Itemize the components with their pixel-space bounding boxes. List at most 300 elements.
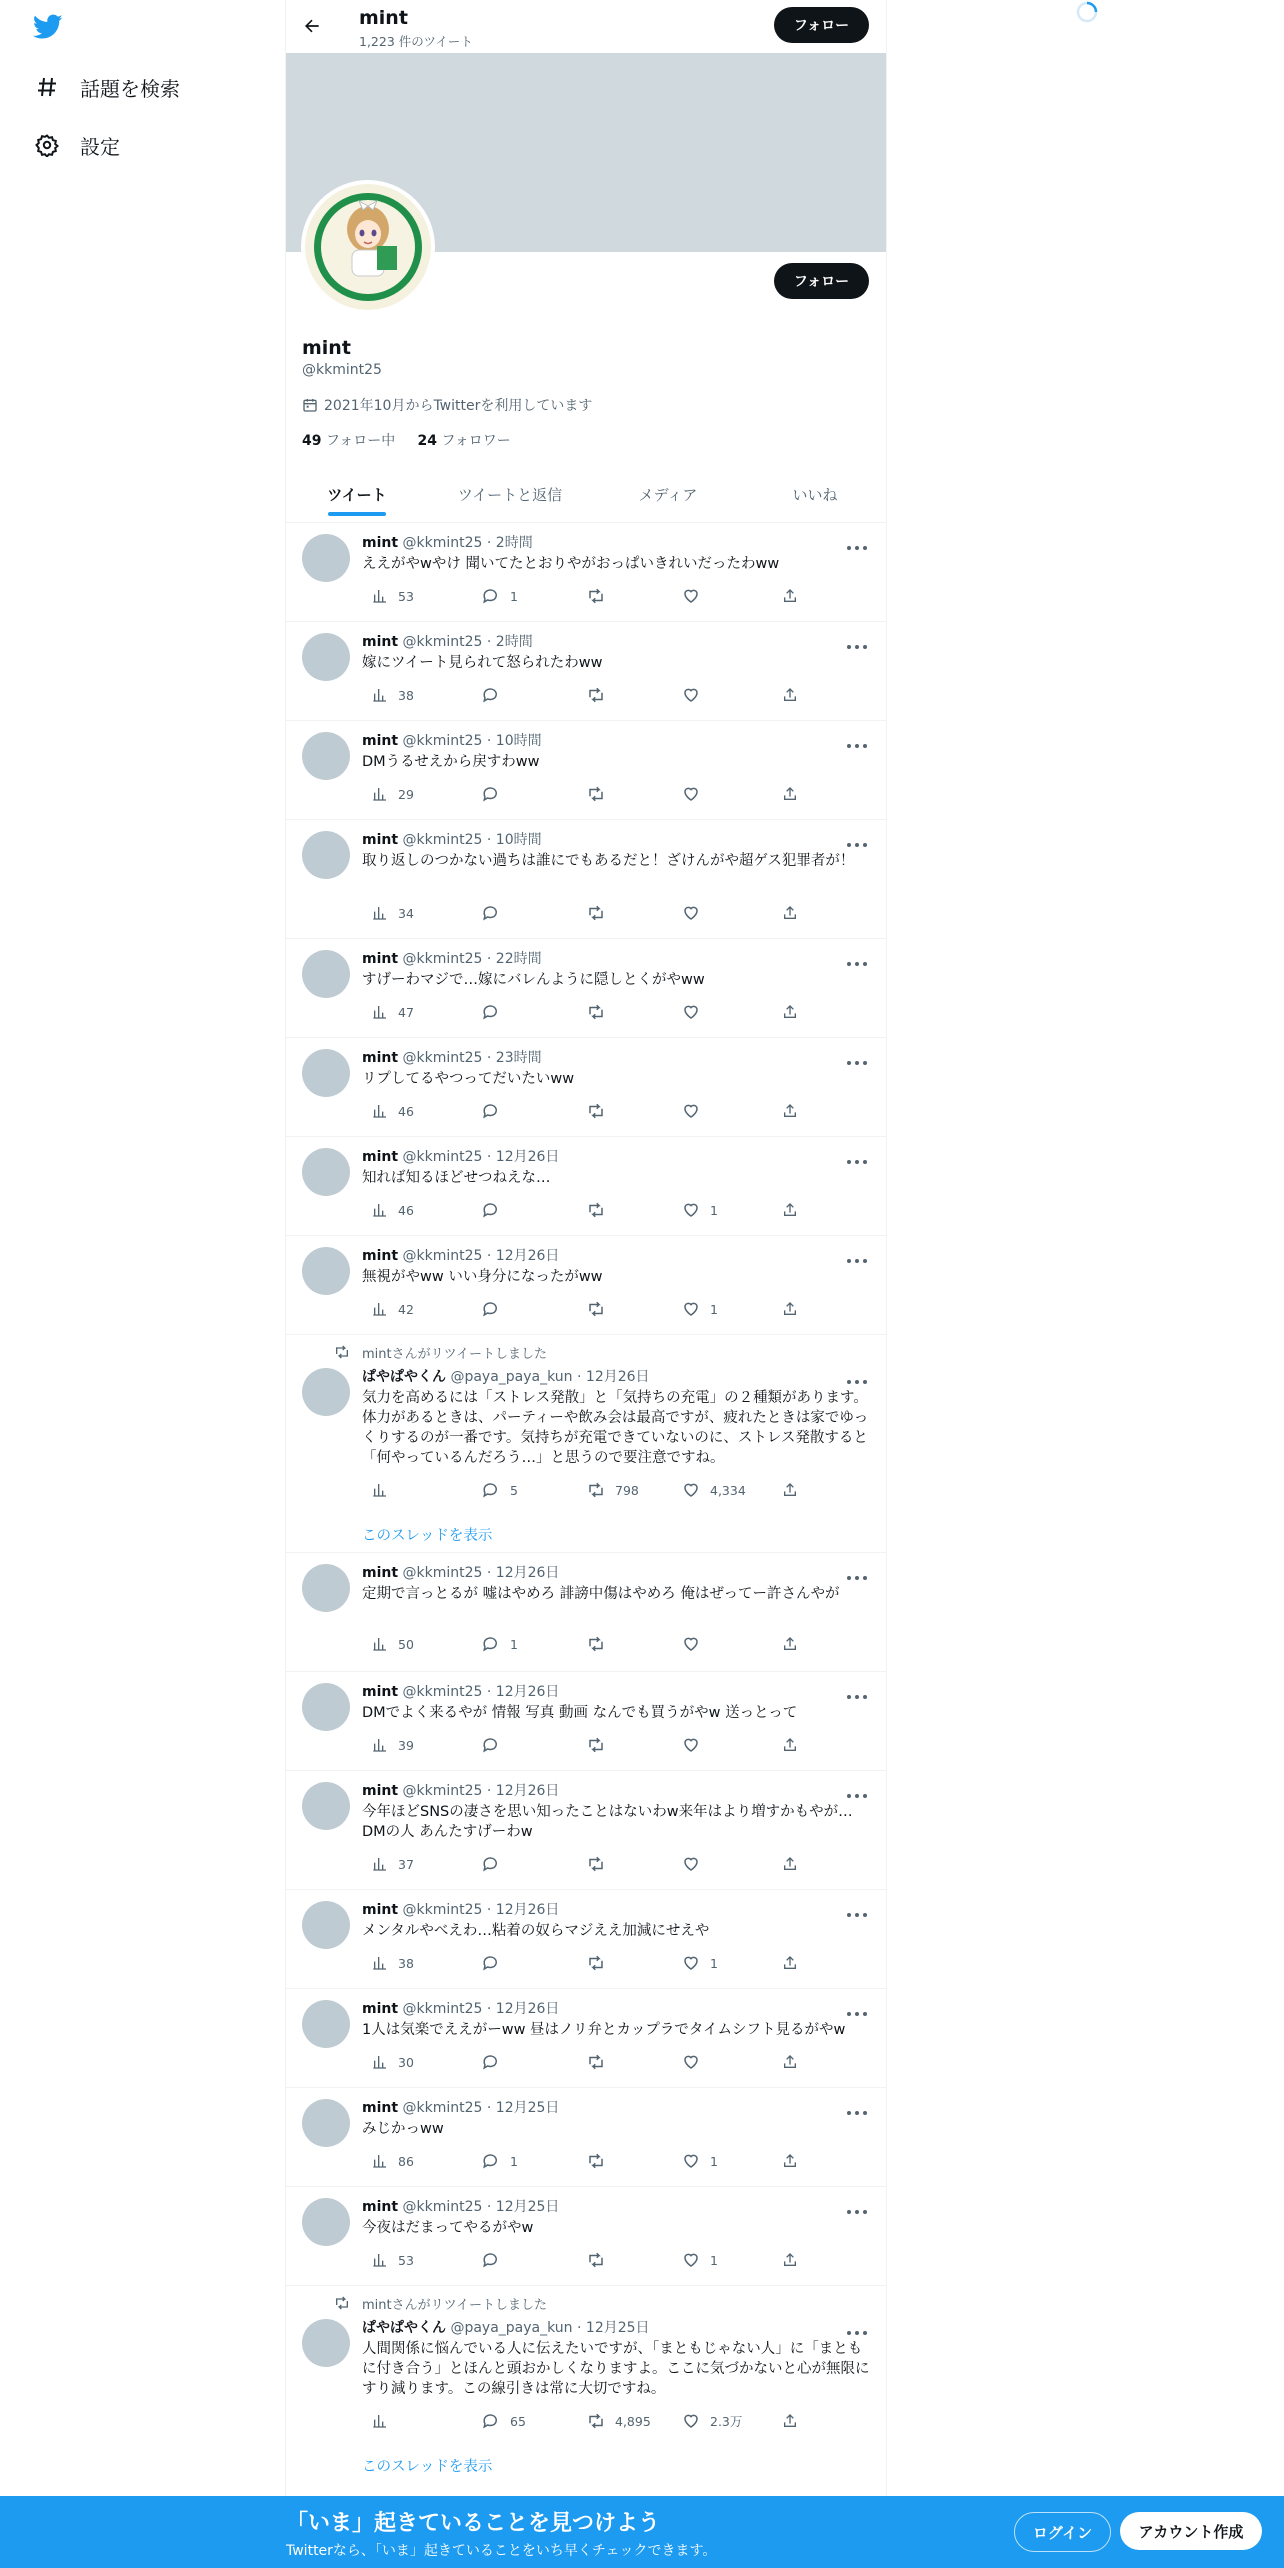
tweet-author-name[interactable]: mint — [362, 951, 399, 967]
reply-icon — [482, 1481, 500, 1499]
tweet-timestamp[interactable]: 12月26日 — [495, 1149, 560, 1165]
reply-count: 1 — [510, 1636, 518, 1652]
like-button[interactable] — [672, 2052, 700, 2072]
share-icon — [782, 1856, 798, 1872]
tweet-author-handle[interactable]: @kkmint25 — [402, 832, 483, 848]
followers-count: 24 — [417, 433, 437, 449]
like-icon — [682, 1954, 700, 1972]
tweet-author-name[interactable]: mint — [362, 634, 399, 650]
share-button[interactable] — [772, 1480, 798, 1500]
tweet-actions — [362, 1735, 862, 1755]
reply-button[interactable] — [472, 2411, 526, 2431]
tweet-author-name[interactable]: mint — [362, 1050, 399, 1066]
like-button[interactable] — [672, 1953, 718, 1973]
more-options-icon[interactable] — [846, 952, 868, 966]
reply-button[interactable] — [472, 1854, 500, 1874]
share-icon — [782, 1636, 798, 1652]
views-button[interactable] — [362, 1735, 414, 1755]
tweet[interactable] — [286, 2186, 886, 2286]
like-count: 1 — [710, 1301, 718, 1317]
retweet-button[interactable] — [577, 1480, 639, 1500]
share-button[interactable] — [772, 2151, 798, 2171]
more-options-icon[interactable] — [846, 1249, 868, 1263]
views-button[interactable] — [362, 903, 414, 923]
retweet-button[interactable] — [577, 1634, 605, 1654]
share-button[interactable] — [772, 1002, 798, 1022]
views-icon — [372, 1955, 388, 1971]
tweet-author-handle[interactable]: @kkmint25 — [402, 2001, 483, 2017]
tweet-timestamp[interactable]: 2時間 — [495, 634, 533, 650]
like-icon — [682, 2152, 700, 2170]
tweet-avatar[interactable] — [302, 950, 350, 998]
following-link[interactable] — [302, 433, 395, 449]
tweet[interactable] — [286, 1037, 886, 1137]
reply-button[interactable] — [472, 1299, 500, 1319]
more-options-icon[interactable] — [846, 2101, 868, 2115]
more-options-icon[interactable] — [846, 1685, 868, 1699]
tweet-author-handle[interactable]: @kkmint25 — [402, 1783, 483, 1799]
views-button[interactable] — [362, 2052, 414, 2072]
tweet-avatar[interactable] — [302, 1782, 350, 1830]
view-count: 29 — [398, 786, 414, 802]
retweet-icon — [587, 904, 605, 922]
tweet[interactable] — [286, 1334, 886, 1553]
retweet-icon — [587, 1635, 605, 1653]
more-options-icon[interactable] — [846, 2002, 868, 2016]
nav-settings[interactable] — [34, 125, 120, 165]
tweet-text: DMうるせえから戻すわww — [362, 754, 540, 770]
tab-likes[interactable]: いいね — [792, 485, 838, 504]
tweet-header — [362, 730, 542, 750]
retweet-button[interactable] — [577, 1299, 605, 1319]
reply-button[interactable] — [472, 2052, 500, 2072]
retweet-button[interactable] — [577, 2151, 605, 2171]
view-count: 38 — [398, 1955, 414, 1971]
reply-button[interactable] — [472, 586, 518, 606]
retweeted-by-label[interactable]: mintさんがリツイートしました — [362, 1347, 547, 1362]
view-count: 30 — [398, 2054, 414, 2070]
views-icon — [372, 1301, 388, 1317]
tweet-text: 知れば知るほどせつねえな… — [362, 1170, 551, 1186]
tweet-timestamp[interactable]: 12月25日 — [495, 2100, 560, 2116]
twitter-logo-icon[interactable] — [33, 14, 63, 40]
retweet-count: 798 — [615, 1482, 639, 1498]
retweet-icon — [587, 587, 605, 605]
tweet-author-name[interactable]: mint — [362, 1565, 399, 1581]
retweet-button[interactable] — [577, 2052, 605, 2072]
tweet-author-handle[interactable]: @kkmint25 — [402, 1565, 483, 1581]
view-count: 47 — [398, 1004, 414, 1020]
like-button[interactable] — [672, 1002, 700, 1022]
tweet-author-name[interactable]: mint — [362, 832, 399, 848]
show-thread-link[interactable]: このスレッドを表示 — [362, 2459, 493, 2475]
retweet-button[interactable] — [577, 685, 605, 705]
share-button[interactable] — [772, 2250, 798, 2270]
like-button[interactable] — [672, 1854, 700, 1874]
tweet[interactable] — [286, 938, 886, 1038]
following-label: フォロー中 — [325, 433, 396, 449]
views-icon — [372, 1737, 388, 1753]
tweet[interactable] — [286, 1671, 886, 1771]
views-button[interactable] — [362, 685, 414, 705]
like-button[interactable] — [672, 1200, 718, 1220]
tweet-separator: · — [482, 1149, 496, 1165]
profile-follow-button[interactable]: フォロー — [774, 263, 869, 299]
reply-icon — [482, 587, 500, 605]
tweet-author-handle[interactable]: @kkmint25 — [402, 634, 483, 650]
tweet-actions — [362, 1953, 862, 1973]
reply-button[interactable] — [472, 1953, 500, 1973]
tweet[interactable] — [286, 522, 886, 622]
tweet-timestamp[interactable]: 12月25日 — [495, 2199, 560, 2215]
tweet-separator: · — [482, 535, 496, 551]
share-button[interactable] — [772, 586, 798, 606]
tweet-author-handle[interactable]: @paya_paya_kun — [450, 2320, 573, 2336]
views-button[interactable] — [362, 1002, 414, 1022]
reply-button[interactable] — [472, 685, 500, 705]
tweet-timestamp[interactable]: 2時間 — [495, 535, 533, 551]
views-button[interactable] — [362, 1480, 388, 1500]
tweet-author-name[interactable]: mint — [362, 2100, 399, 2116]
retweet-indicator-icon — [334, 1344, 350, 1360]
share-button[interactable] — [772, 1299, 798, 1319]
loading-spinner-icon — [1075, 0, 1099, 24]
profile-handle: @kkmint25 — [302, 362, 382, 378]
tweet-text: DMでよく来るやが 情報 写真 動画 なんでも買うがやw 送っとって — [362, 1705, 798, 1721]
like-icon — [682, 1003, 700, 1021]
tweet-separator: · — [482, 1565, 496, 1581]
view-count: 42 — [398, 1301, 414, 1317]
tweet-actions — [362, 1200, 862, 1220]
share-button[interactable] — [772, 685, 798, 705]
share-button[interactable] — [772, 2052, 798, 2072]
reply-icon — [482, 2412, 500, 2430]
share-icon — [782, 588, 798, 604]
tweet-author-handle[interactable]: @kkmint25 — [402, 2199, 483, 2215]
tweet[interactable] — [286, 2285, 886, 2497]
views-button[interactable] — [362, 2151, 414, 2171]
tweet-actions — [362, 1634, 862, 1654]
tweet-author-handle[interactable]: @kkmint25 — [402, 1149, 483, 1165]
retweet-button[interactable] — [577, 1002, 605, 1022]
view-count: 86 — [398, 2153, 414, 2169]
like-icon — [682, 1481, 700, 1499]
share-button[interactable] — [772, 1634, 798, 1654]
tweet-author-name[interactable]: mint — [362, 1902, 399, 1918]
tweet-author-handle[interactable]: @kkmint25 — [402, 1902, 483, 1918]
retweet-button[interactable] — [577, 1735, 605, 1755]
tweet[interactable] — [286, 720, 886, 820]
tweet-separator: · — [482, 1050, 496, 1066]
tweet-header — [362, 2097, 559, 2117]
more-options-icon[interactable] — [846, 2200, 868, 2214]
tweet-author-handle[interactable]: @kkmint25 — [402, 1050, 483, 1066]
like-count: 1 — [710, 2252, 718, 2268]
tweet-avatar[interactable] — [302, 1901, 350, 1949]
reply-button[interactable] — [472, 1480, 518, 1500]
tweet-header — [362, 1681, 559, 1701]
more-options-icon[interactable] — [846, 1903, 868, 1917]
tweet-timestamp[interactable]: 10時間 — [495, 832, 542, 848]
tweet-separator: · — [482, 2100, 496, 2116]
reply-count: 1 — [510, 2153, 518, 2169]
more-options-icon[interactable] — [846, 536, 868, 550]
tweet-actions — [362, 2151, 862, 2171]
tweet[interactable] — [286, 819, 886, 939]
tweet-author-name[interactable]: mint — [362, 1248, 399, 1264]
tweet-timestamp[interactable]: 22時間 — [495, 951, 542, 967]
tweet[interactable] — [286, 1136, 886, 1236]
reply-button[interactable] — [472, 1101, 500, 1121]
retweet-count: 4,895 — [615, 2413, 651, 2429]
more-options-icon[interactable] — [846, 1566, 868, 1580]
views-button[interactable] — [362, 1953, 414, 1973]
tweet-author-name[interactable]: mint — [362, 2001, 399, 2017]
share-button[interactable] — [772, 1735, 798, 1755]
tweet-author-handle[interactable]: @kkmint25 — [402, 951, 483, 967]
more-options-icon[interactable] — [846, 1150, 868, 1164]
tweet[interactable] — [286, 2087, 886, 2187]
reply-icon — [482, 785, 500, 803]
more-options-icon[interactable] — [846, 1051, 868, 1065]
like-button[interactable] — [672, 2151, 718, 2171]
retweet-icon — [587, 1736, 605, 1754]
tweet-timestamp[interactable]: 12月26日 — [495, 1684, 560, 1700]
tweet-avatar[interactable] — [302, 633, 350, 681]
retweet-button[interactable] — [577, 2250, 605, 2270]
tweet-avatar[interactable] — [302, 1049, 350, 1097]
tweet-separator: · — [482, 2199, 496, 2215]
like-button[interactable] — [672, 784, 700, 804]
tweet-author-name[interactable]: mint — [362, 2199, 399, 2215]
view-count: 46 — [398, 1103, 414, 1119]
tweet-text: ええがやwやけ 聞いてたとおりやがおっぱいきれいだったわww — [362, 556, 780, 572]
share-button[interactable] — [772, 1101, 798, 1121]
tweet-author-handle[interactable]: @kkmint25 — [402, 1684, 483, 1700]
joined-text: 2021年10月からTwitterを利用しています — [324, 398, 593, 414]
tweet-author-handle[interactable]: @kkmint25 — [402, 733, 483, 749]
like-icon — [682, 587, 700, 605]
views-button[interactable] — [362, 1854, 414, 1874]
share-icon — [782, 905, 798, 921]
more-options-icon[interactable] — [846, 833, 868, 847]
views-button[interactable] — [362, 586, 414, 606]
tweet-timestamp[interactable]: 12月26日 — [495, 1565, 560, 1581]
views-button[interactable] — [362, 784, 414, 804]
share-button[interactable] — [772, 2411, 798, 2431]
like-icon — [682, 1855, 700, 1873]
tweet-author-name[interactable]: ぱやぱやくん — [362, 2320, 446, 2336]
tweet-avatar[interactable] — [302, 1564, 350, 1612]
reply-icon — [482, 2152, 500, 2170]
reply-button[interactable] — [472, 1735, 500, 1755]
signup-banner-subtitle: Twitterなら、「いま」起きていることをいち早くチェックできます。 — [286, 2543, 717, 2559]
tweet-avatar[interactable] — [302, 1683, 350, 1731]
tweet-avatar[interactable] — [302, 2099, 350, 2147]
tweet[interactable] — [286, 1552, 886, 1672]
share-button[interactable] — [772, 1854, 798, 1874]
share-button[interactable] — [772, 784, 798, 804]
nav-explore[interactable] — [34, 67, 180, 107]
tweet-actions — [362, 1480, 862, 1500]
tweet-author-name[interactable]: mint — [362, 1684, 399, 1700]
views-icon — [372, 1482, 388, 1498]
tweet-author-handle[interactable]: @kkmint25 — [402, 1248, 483, 1264]
like-icon — [682, 2053, 700, 2071]
reply-button[interactable] — [472, 2250, 500, 2270]
back-arrow-icon[interactable] — [298, 12, 326, 40]
reply-button[interactable] — [472, 2151, 518, 2171]
share-icon — [782, 1955, 798, 1971]
tweet-separator: · — [572, 2320, 586, 2336]
tweet-header — [362, 948, 542, 968]
tab-tweets[interactable]: ツイート — [327, 485, 387, 504]
tweet-text: 人間関係に悩んでいる人に伝えたいですが、「まともじゃない人」に「まともに付き合う」とほんと頭おかしくなりますよ。ここに気づかないと心が無限にすり減ります。この線引きは常に大切ですね。 — [362, 2341, 870, 2397]
retweet-icon — [587, 1300, 605, 1318]
reply-button[interactable] — [472, 903, 500, 923]
retweet-button[interactable] — [577, 1200, 605, 1220]
tweet-actions — [362, 2052, 862, 2072]
like-button[interactable] — [672, 903, 700, 923]
like-button[interactable] — [672, 1634, 700, 1654]
views-button[interactable] — [362, 2250, 414, 2270]
tweet-author-name[interactable]: mint — [362, 535, 399, 551]
tweet-avatar[interactable] — [302, 2319, 350, 2367]
retweet-button[interactable] — [577, 784, 605, 804]
like-button[interactable] — [672, 2411, 742, 2431]
views-button[interactable] — [362, 1101, 414, 1121]
more-options-icon[interactable] — [846, 1370, 868, 1384]
tweet[interactable] — [286, 1889, 886, 1989]
tab-media[interactable]: メディア — [638, 485, 698, 504]
like-button[interactable] — [672, 1735, 700, 1755]
tweet[interactable] — [286, 1988, 886, 2088]
tweet-author-name[interactable]: mint — [362, 1783, 399, 1799]
more-options-icon[interactable] — [846, 734, 868, 748]
share-button[interactable] — [772, 903, 798, 923]
retweet-button[interactable] — [577, 903, 605, 923]
retweet-button[interactable] — [577, 2411, 651, 2431]
like-count: 1 — [710, 1202, 718, 1218]
tweet-author-handle[interactable]: @kkmint25 — [402, 2100, 483, 2116]
view-count: 46 — [398, 1202, 414, 1218]
more-options-icon[interactable] — [846, 1784, 868, 1798]
tweet-author-handle[interactable]: @paya_paya_kun — [450, 1369, 573, 1385]
like-button[interactable] — [672, 1480, 746, 1500]
tweet-avatar[interactable] — [302, 1148, 350, 1196]
tweet-timestamp[interactable]: 10時間 — [495, 733, 542, 749]
tweet-text: 定期で言っとるが 嘘はやめろ 誹謗中傷はやめろ 俺はぜってー許さんやが — [362, 1586, 840, 1602]
share-button[interactable] — [772, 1953, 798, 1973]
tweet-header — [362, 1047, 542, 1067]
tweet-avatar[interactable] — [302, 534, 350, 582]
reply-button[interactable] — [472, 784, 500, 804]
tweet-avatar[interactable] — [302, 2000, 350, 2048]
reply-icon — [482, 2053, 500, 2071]
tweet-avatar[interactable] — [302, 732, 350, 780]
tweet-author-handle[interactable]: @kkmint25 — [402, 535, 483, 551]
reply-button[interactable] — [472, 1200, 500, 1220]
tweet-avatar[interactable] — [302, 2198, 350, 2246]
more-options-icon[interactable] — [846, 2321, 868, 2335]
view-count: 38 — [398, 687, 414, 703]
tweet-timestamp[interactable]: 12月26日 — [585, 1369, 650, 1385]
views-button[interactable] — [362, 1634, 414, 1654]
views-button[interactable] — [362, 2411, 388, 2431]
views-icon — [372, 687, 388, 703]
like-button[interactable] — [672, 685, 700, 705]
like-button[interactable] — [672, 586, 700, 606]
view-count: 50 — [398, 1636, 414, 1652]
tweet-author-name[interactable]: mint — [362, 733, 399, 749]
tweet-timestamp[interactable]: 12月26日 — [495, 1902, 560, 1918]
reply-icon — [482, 1736, 500, 1754]
views-button[interactable] — [362, 1200, 414, 1220]
reply-button[interactable] — [472, 1634, 518, 1654]
share-icon — [782, 1202, 798, 1218]
like-button[interactable] — [672, 1101, 700, 1121]
like-button[interactable] — [672, 2250, 718, 2270]
retweet-button[interactable] — [577, 1854, 605, 1874]
tweet[interactable] — [286, 621, 886, 721]
more-options-icon[interactable] — [846, 635, 868, 649]
login-button[interactable]: ログイン — [1014, 2512, 1111, 2552]
like-count: 1 — [710, 2153, 718, 2169]
tweet-timestamp[interactable]: 12月26日 — [495, 1783, 560, 1799]
views-button[interactable] — [362, 1299, 414, 1319]
tweet-text: 嫁にツイート見られて怒られたわww — [362, 655, 603, 671]
tweet-timestamp[interactable]: 12月26日 — [495, 2001, 560, 2017]
tweet-text: 今年ほどSNSの凄さを思い知ったことはないわw来年はより増すかもやが…DMの人 あんたすげーわw — [362, 1804, 853, 1840]
views-icon — [372, 588, 388, 604]
retweeted-by-label[interactable]: mintさんがリツイートしました — [362, 2298, 547, 2313]
tweet-timestamp[interactable]: 12月25日 — [585, 2320, 650, 2336]
tweet-separator: · — [482, 951, 496, 967]
tab-tweets-and-replies[interactable]: ツイートと返信 — [457, 485, 563, 504]
tweet-author-name[interactable]: ぱやぱやくん — [362, 1369, 446, 1385]
reply-count: 65 — [510, 2413, 526, 2429]
share-button[interactable] — [772, 1200, 798, 1220]
like-count: 2.3万 — [710, 2414, 743, 2429]
tweet-avatar[interactable] — [302, 831, 350, 879]
tweet[interactable] — [286, 1235, 886, 1335]
tweet-avatar[interactable] — [302, 1247, 350, 1295]
tweet[interactable] — [286, 1770, 886, 1890]
show-thread-link[interactable]: このスレッドを表示 — [362, 1528, 493, 1544]
tweet-author-name[interactable]: mint — [362, 1149, 399, 1165]
followers-link[interactable] — [418, 433, 511, 449]
share-icon — [782, 786, 798, 802]
profile-avatar[interactable] — [301, 180, 435, 314]
like-button[interactable] — [672, 1299, 718, 1319]
signup-button[interactable]: アカウント作成 — [1120, 2512, 1262, 2550]
following-count: 49 — [302, 433, 322, 449]
tweet-separator: · — [482, 634, 496, 650]
followers-label: フォロワー — [441, 433, 511, 449]
reply-button[interactable] — [472, 1002, 500, 1022]
tweet-text: みじかっww — [362, 2121, 444, 2137]
retweet-button[interactable] — [577, 1101, 605, 1121]
share-icon — [782, 2252, 798, 2268]
retweet-button[interactable] — [577, 586, 605, 606]
active-tab-indicator — [328, 512, 386, 516]
share-icon — [782, 2054, 798, 2070]
header-follow-button[interactable]: フォロー — [774, 7, 869, 43]
retweet-button[interactable] — [577, 1953, 605, 1973]
tweet-avatar[interactable] — [302, 1368, 350, 1416]
tweet-timestamp[interactable]: 12月26日 — [495, 1248, 560, 1264]
tweet-timestamp[interactable]: 23時間 — [495, 1050, 542, 1066]
